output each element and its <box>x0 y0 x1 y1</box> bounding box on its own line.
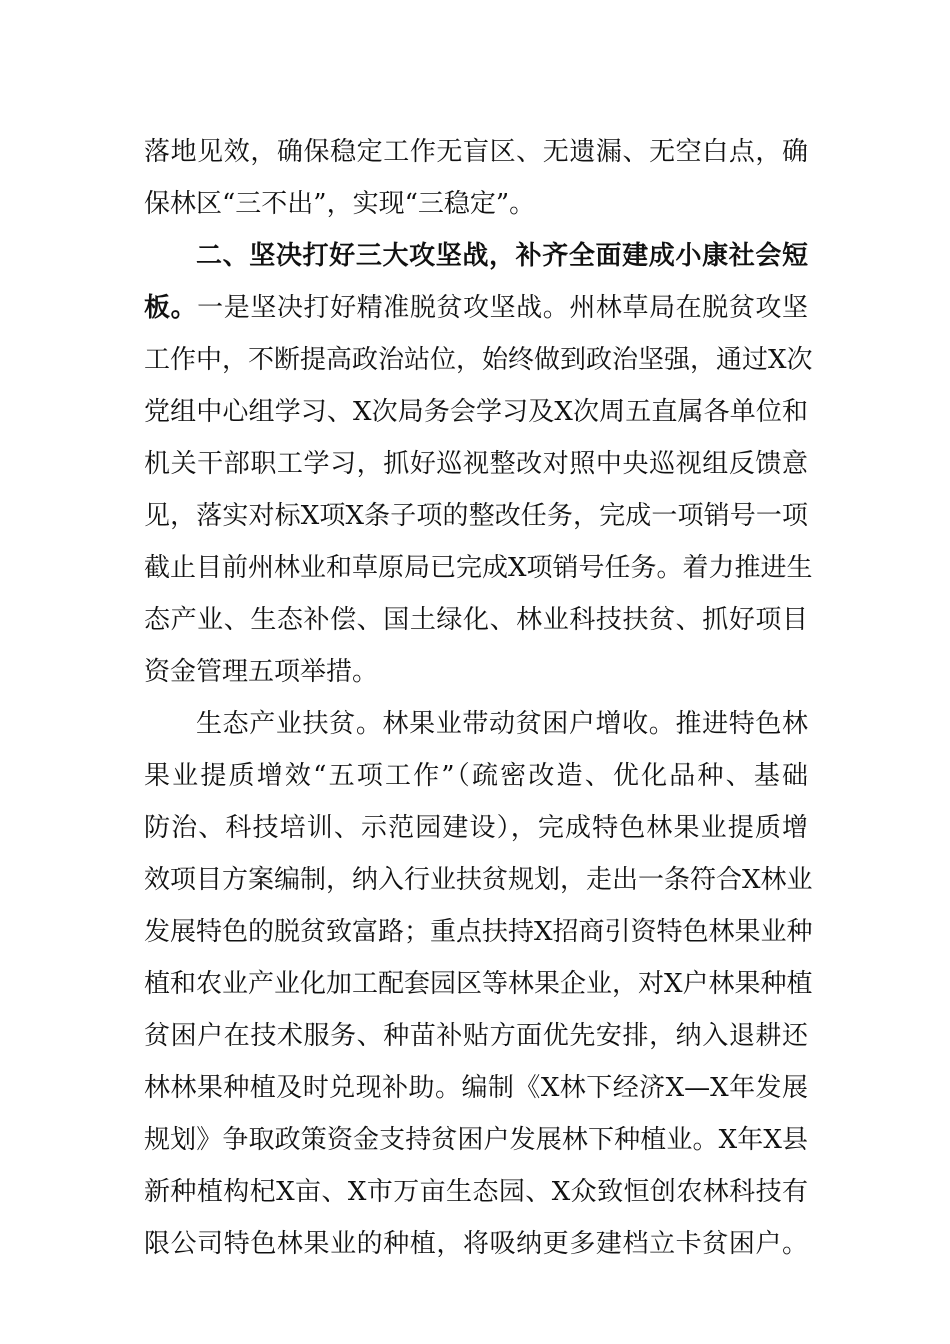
paragraph-line-9: 规划》争取政策资金支持贫困户发展林下种植业。X年X县 <box>144 1125 808 1155</box>
paragraph-line-2: 果业提质增效“五项工作”（疏密改造、优化品种、基础 <box>144 761 808 791</box>
paragraph-line-3: 防治、科技培训、示范园建设），完成特色林果业提质增 <box>144 813 808 843</box>
body-line-2: 保林区“三不出”，实现“三稳定”。 <box>144 189 536 219</box>
body-line-5: 工作中，不断提高政治站位，始终做到政治坚强，通过X次 <box>144 345 813 375</box>
paragraph-line-6: 植和农业产业化加工配套园区等林果企业，对X户林果种植 <box>144 969 813 999</box>
paragraph-line-4: 效项目方案编制，纳入行业扶贫规划，走出一条符合X林业 <box>144 865 813 895</box>
body-line-7: 机关干部职工学习，抓好巡视整改对照中央巡视组反馈意 <box>144 449 808 479</box>
paragraph-line-1: 生态产业扶贫。林果业带动贫困户增收。推进特色林 <box>196 709 808 739</box>
body-line-6: 党组中心组学习、X次局务会学习及X次周五直属各单位和 <box>144 397 808 427</box>
body-line-1: 落地见效，确保稳定工作无盲区、无遗漏、无空白点，确 <box>144 137 808 167</box>
section-body-start: 一是坚决打好精准脱贫攻坚战。州林草局在脱贫攻坚 <box>197 293 808 323</box>
body-line-11: 资金管理五项举措。 <box>144 657 379 687</box>
body-line-9: 截止目前州林业和草原局已完成X项销号任务。着力推进生 <box>144 553 813 583</box>
paragraph-line-8: 林林果种植及时兑现补助。编制《X林下经济X—X年发展 <box>144 1073 808 1103</box>
paragraph-line-11: 限公司特色林果业的种植，将吸纳更多建档立卡贫困户。 <box>144 1229 808 1259</box>
section-heading-end: 板。 <box>144 293 198 323</box>
paragraph-line-5: 发展特色的脱贫致富路；重点扶持X招商引资特色林果业种 <box>144 917 813 947</box>
paragraph-line-7: 贫困户在技术服务、种苗补贴方面优先安排，纳入退耕还 <box>144 1021 808 1051</box>
section-heading-line-1: 二、坚决打好三大攻坚战，补齐全面建成小康社会短 <box>196 241 808 271</box>
body-line-8: 见，落实对标X项X条子项的整改任务，完成一项销号一项 <box>144 501 808 531</box>
body-line-10: 态产业、生态补偿、国土绿化、林业科技扶贫、抓好项目 <box>144 605 808 635</box>
paragraph-line-10: 新种植构杞X亩、X市万亩生态园、X众致恒创农林科技有 <box>144 1177 808 1207</box>
section-heading-line-2 <box>144 290 808 326</box>
